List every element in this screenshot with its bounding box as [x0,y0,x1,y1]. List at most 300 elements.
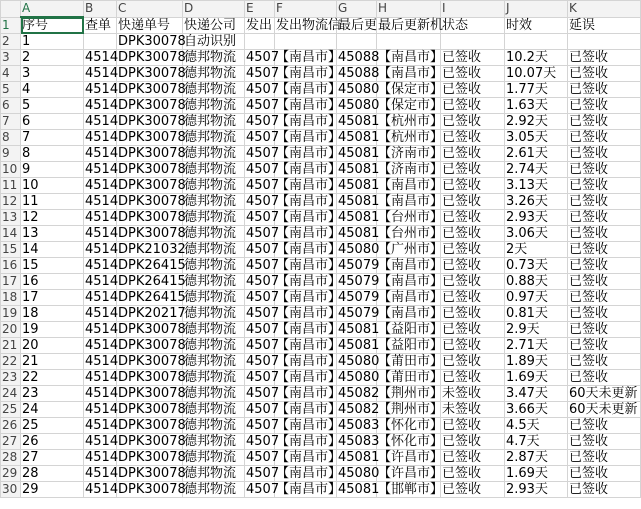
cell-f20[interactable]: 【南昌市】 [276,322,342,337]
cell-f13[interactable]: 【南昌市】 [276,210,342,225]
row-header[interactable]: 28 [1,450,21,466]
row-header[interactable]: 3 [1,50,21,66]
cell-d13[interactable]: 德邦物流 [183,210,245,226]
cell-c18[interactable]: DPK26415 [118,290,186,305]
cell-e12[interactable]: 4507 [246,194,280,209]
cell-i9[interactable]: 已签收 [441,146,505,162]
cell-f3[interactable]: 【南昌市】 [276,50,342,65]
cell-h9[interactable]: 【济南市】 [378,146,444,161]
cell-d6[interactable]: 德邦物流 [183,98,245,114]
cell-d27[interactable]: 德邦物流 [183,434,245,450]
cell-d4[interactable]: 德邦物流 [183,66,245,82]
cell-f16[interactable]: 【南昌市】 [276,258,342,273]
cell-i15[interactable]: 已签收 [441,242,505,258]
cell-e22[interactable]: 4507 [246,354,280,369]
cell-b22[interactable]: 4514 [85,354,119,369]
cell-j10[interactable]: 2.74天 [505,162,568,178]
column-header-e[interactable]: E [245,1,275,18]
cell-f26[interactable]: 【南昌市】 [276,418,342,433]
cell-h13[interactable]: 【台州市】 [378,210,444,225]
cell-d7[interactable]: 德邦物流 [183,114,245,130]
cell-j4[interactable]: 10.07天 [505,66,568,82]
cell-d2[interactable]: 自动识别 [183,34,245,50]
cell-e9[interactable]: 4507 [246,146,280,161]
cell-d11[interactable]: 德邦物流 [183,178,245,194]
cell-f22[interactable]: 【南昌市】 [276,354,342,369]
cell-a19[interactable]: 18 [21,306,84,322]
cell-c26[interactable]: DPK30078 [118,418,186,433]
row-header[interactable]: 14 [1,226,21,242]
cell-f7[interactable]: 【南昌市】 [276,114,342,129]
cell-a18[interactable]: 17 [21,290,84,306]
cell-j11[interactable]: 3.13天 [505,178,568,194]
cell-a21[interactable]: 20 [21,338,84,354]
cell-h19[interactable]: 【南昌市】 [378,306,444,321]
cell-c8[interactable]: DPK30078 [118,130,186,145]
cell-i7[interactable]: 已签收 [441,114,505,130]
cell-k17[interactable]: 已签收 [568,274,641,290]
cell-k5[interactable]: 已签收 [568,82,641,98]
row-header[interactable]: 29 [1,466,21,482]
cell-i1[interactable]: 状态 [441,17,505,34]
cell-b11[interactable]: 4514 [85,178,119,193]
cell-a6[interactable]: 5 [21,98,84,114]
cell-i5[interactable]: 已签收 [441,82,505,98]
cell-i22[interactable]: 已签收 [441,354,505,370]
cell-e2[interactable] [245,34,275,50]
cell-a15[interactable]: 14 [21,242,84,258]
cell-d17[interactable]: 德邦物流 [183,274,245,290]
column-header-k[interactable]: K [568,1,641,18]
cell-k7[interactable]: 已签收 [568,114,641,130]
cell-j23[interactable]: 1.69天 [505,370,568,386]
cell-b7[interactable]: 4514 [85,114,119,129]
cell-h24[interactable]: 【荆州市】 [378,386,444,401]
cell-j26[interactable]: 4.5天 [505,418,568,434]
cell-b27[interactable]: 4514 [85,434,119,449]
cell-d30[interactable]: 德邦物流 [183,482,245,498]
cell-g27[interactable]: 45083 [338,434,380,449]
cell-e27[interactable]: 4507 [246,434,280,449]
cell-c4[interactable]: DPK30078 [118,66,186,81]
cell-h2[interactable] [377,34,441,50]
cell-k8[interactable]: 已签收 [568,130,641,146]
column-header-h[interactable]: H [377,1,441,18]
cell-k9[interactable]: 已签收 [568,146,641,162]
cell-h7[interactable]: 【杭州市】 [378,114,444,129]
cell-h5[interactable]: 【保定市】 [378,82,444,97]
cell-j14[interactable]: 3.06天 [505,226,568,242]
cell-e25[interactable]: 4507 [246,402,280,417]
cell-f25[interactable]: 【南昌市】 [276,402,342,417]
cell-c2[interactable]: DPK30078 [118,34,186,49]
cell-c12[interactable]: DPK30078 [118,194,186,209]
row-header[interactable]: 27 [1,434,21,450]
cell-b20[interactable]: 4514 [85,322,119,337]
row-header[interactable]: 17 [1,274,21,290]
cell-c15[interactable]: DPK21032 [118,242,186,257]
row-header[interactable]: 9 [1,146,21,162]
cell-h15[interactable]: 【广州市】 [378,242,444,257]
cell-g21[interactable]: 45081 [338,338,380,353]
row-header[interactable]: 11 [1,178,21,194]
cell-j22[interactable]: 1.89天 [505,354,568,370]
cell-i18[interactable]: 已签收 [441,290,505,306]
cell-k25[interactable]: 60天未更新 [568,402,641,418]
column-header-j[interactable]: J [505,1,568,18]
cell-k1[interactable]: 延误 [568,17,641,34]
cell-j1[interactable]: 时效 [505,17,568,34]
row-header[interactable]: 15 [1,242,21,258]
cell-c11[interactable]: DPK30078 [118,178,186,193]
cell-a7[interactable]: 6 [21,114,84,130]
cell-f9[interactable]: 【南昌市】 [276,146,342,161]
cell-b19[interactable]: 4514 [85,306,119,321]
cell-h18[interactable]: 【南昌市】 [378,290,444,305]
column-header-f[interactable]: F [275,1,337,18]
cell-c30[interactable]: DPK30078 [118,482,186,497]
cell-g23[interactable]: 45080 [338,370,380,385]
row-header[interactable]: 13 [1,210,21,226]
cell-e3[interactable]: 4507 [246,50,280,65]
cell-a26[interactable]: 25 [21,418,84,434]
cell-h1[interactable]: 最后更新机 [378,17,444,33]
cell-f6[interactable]: 【南昌市】 [276,98,342,113]
row-header[interactable]: 19 [1,306,21,322]
cell-b16[interactable]: 4514 [85,258,119,273]
cell-k22[interactable]: 已签收 [568,354,641,370]
cell-h12[interactable]: 【南昌市】 [378,194,444,209]
cell-g5[interactable]: 45080 [338,82,380,97]
cell-c27[interactable]: DPK30078 [118,434,186,449]
cell-d26[interactable]: 德邦物流 [183,418,245,434]
cell-k3[interactable]: 已签收 [568,50,641,66]
cell-c20[interactable]: DPK30078 [118,322,186,337]
cell-e10[interactable]: 4507 [246,162,280,177]
cell-e23[interactable]: 4507 [246,370,280,385]
cell-g24[interactable]: 45082 [338,386,380,401]
cell-c9[interactable]: DPK30078 [118,146,186,161]
cell-a22[interactable]: 21 [21,354,84,370]
cell-j25[interactable]: 3.66天 [505,402,568,418]
row-header[interactable]: 25 [1,402,21,418]
cell-g3[interactable]: 45088 [338,50,380,65]
cell-d18[interactable]: 德邦物流 [183,290,245,306]
cell-e19[interactable]: 4507 [246,306,280,321]
cell-k2[interactable] [568,34,641,50]
row-header[interactable]: 16 [1,258,21,274]
cell-k4[interactable]: 已签收 [568,66,641,82]
column-header-i[interactable]: I [441,1,505,18]
cell-f19[interactable]: 【南昌市】 [276,306,342,321]
cell-k13[interactable]: 已签收 [568,210,641,226]
cell-d23[interactable]: 德邦物流 [183,370,245,386]
cell-i19[interactable]: 已签收 [441,306,505,322]
cell-g19[interactable]: 45079 [338,306,380,321]
cell-h14[interactable]: 【台州市】 [378,226,444,241]
cell-j28[interactable]: 2.87天 [505,450,568,466]
column-header-b[interactable]: B [84,1,117,18]
cell-g7[interactable]: 45081 [338,114,380,129]
cell-h29[interactable]: 【许昌市】 [378,466,444,481]
cell-j9[interactable]: 2.61天 [505,146,568,162]
cell-d16[interactable]: 德邦物流 [183,258,245,274]
cell-f29[interactable]: 【南昌市】 [276,466,342,481]
row-header[interactable]: 7 [1,114,21,130]
cell-b24[interactable]: 4514 [85,386,119,401]
row-header[interactable]: 23 [1,370,21,386]
cell-j19[interactable]: 0.81天 [505,306,568,322]
cell-b14[interactable]: 4514 [85,226,119,241]
cell-i13[interactable]: 已签收 [441,210,505,226]
cell-k26[interactable]: 已签收 [568,418,641,434]
cell-i16[interactable]: 已签收 [441,258,505,274]
cell-k21[interactable]: 已签收 [568,338,641,354]
cell-k12[interactable]: 已签收 [568,194,641,210]
cell-a4[interactable]: 3 [21,66,84,82]
row-header[interactable]: 12 [1,194,21,210]
cell-j27[interactable]: 4.7天 [505,434,568,450]
cell-a13[interactable]: 12 [21,210,84,226]
cell-b4[interactable]: 4514 [85,66,119,81]
cell-i23[interactable]: 已签收 [441,370,505,386]
row-header[interactable]: 6 [1,98,21,114]
cell-i6[interactable]: 已签收 [441,98,505,114]
cell-b9[interactable]: 4514 [85,146,119,161]
cell-h26[interactable]: 【怀化市】 [378,418,444,433]
cell-f8[interactable]: 【南昌市】 [276,130,342,145]
cell-g9[interactable]: 45081 [338,146,380,161]
cell-g20[interactable]: 45081 [338,322,380,337]
cell-b13[interactable]: 4514 [85,210,119,225]
cell-h3[interactable]: 【南昌市】 [378,50,444,65]
cell-d20[interactable]: 德邦物流 [183,322,245,338]
cell-e18[interactable]: 4507 [246,290,280,305]
cell-d9[interactable]: 德邦物流 [183,146,245,162]
cell-b17[interactable]: 4514 [85,274,119,289]
cell-e4[interactable]: 4507 [246,66,280,81]
cell-d15[interactable]: 德邦物流 [183,242,245,258]
cell-f2[interactable] [275,34,337,50]
cell-j15[interactable]: 2天 [505,242,568,258]
cell-g1[interactable]: 最后更 [338,17,378,33]
cell-a1[interactable]: 序号 [21,17,84,34]
cell-g14[interactable]: 45081 [338,226,380,241]
cell-k10[interactable]: 已签收 [568,162,641,178]
cell-j7[interactable]: 2.92天 [505,114,568,130]
cell-e5[interactable]: 4507 [246,82,280,97]
cell-f23[interactable]: 【南昌市】 [276,370,342,385]
cell-c14[interactable]: DPK30078 [118,226,186,241]
cell-c22[interactable]: DPK30078 [118,354,186,369]
cell-a8[interactable]: 7 [21,130,84,146]
cell-d21[interactable]: 德邦物流 [183,338,245,354]
cell-d5[interactable]: 德邦物流 [183,82,245,98]
row-header[interactable]: 10 [1,162,21,178]
cell-c25[interactable]: DPK30078 [118,402,186,417]
cell-j21[interactable]: 2.71天 [505,338,568,354]
cell-c5[interactable]: DPK30078 [118,82,186,97]
cell-j13[interactable]: 2.93天 [505,210,568,226]
cell-a2[interactable]: 1 [21,34,84,50]
cell-b30[interactable]: 4514 [85,482,119,497]
cell-f5[interactable]: 【南昌市】 [276,82,342,97]
cell-a9[interactable]: 8 [21,146,84,162]
cell-a27[interactable]: 26 [21,434,84,450]
cell-j17[interactable]: 0.88天 [505,274,568,290]
cell-b1[interactable]: 查单 [84,17,117,34]
cell-j18[interactable]: 0.97天 [505,290,568,306]
cell-e21[interactable]: 4507 [246,338,280,353]
row-header[interactable]: 2 [1,34,21,50]
cell-d14[interactable]: 德邦物流 [183,226,245,242]
cell-b29[interactable]: 4514 [85,466,119,481]
row-header[interactable]: 4 [1,66,21,82]
cell-k6[interactable]: 已签收 [568,98,641,114]
cell-k29[interactable]: 已签收 [568,466,641,482]
cell-c29[interactable]: DPK30078 [118,466,186,481]
cell-f1[interactable]: 发出物流信 [276,17,342,33]
row-header[interactable]: 26 [1,418,21,434]
cell-h30[interactable]: 【邯郸市】 [378,482,444,497]
cell-a29[interactable]: 28 [21,466,84,482]
cell-f28[interactable]: 【南昌市】 [276,450,342,465]
cell-b8[interactable]: 4514 [85,130,119,145]
cell-j16[interactable]: 0.73天 [505,258,568,274]
column-header-g[interactable]: G [337,1,377,18]
column-header-c[interactable]: C [117,1,183,18]
row-header[interactable]: 8 [1,130,21,146]
cell-i8[interactable]: 已签收 [441,130,505,146]
cell-e7[interactable]: 4507 [246,114,280,129]
cell-c28[interactable]: DPK30078 [118,450,186,465]
column-header-a[interactable]: A [21,1,84,18]
cell-g17[interactable]: 45079 [338,274,380,289]
cell-a17[interactable]: 16 [21,274,84,290]
cell-d8[interactable]: 德邦物流 [183,130,245,146]
cell-c17[interactable]: DPK26415 [118,274,186,289]
cell-j3[interactable]: 10.2天 [505,50,568,66]
cell-i17[interactable]: 已签收 [441,274,505,290]
cell-a20[interactable]: 19 [21,322,84,338]
cell-f15[interactable]: 【南昌市】 [276,242,342,257]
row-header[interactable]: 18 [1,290,21,306]
cell-g10[interactable]: 45081 [338,162,380,177]
cell-e13[interactable]: 4507 [246,210,280,225]
cell-g13[interactable]: 45081 [338,210,380,225]
cell-h22[interactable]: 【莆田市】 [378,354,444,369]
cell-d24[interactable]: 德邦物流 [183,386,245,402]
cell-j8[interactable]: 3.05天 [505,130,568,146]
cell-g6[interactable]: 45080 [338,98,380,113]
cell-a10[interactable]: 9 [21,162,84,178]
cell-c21[interactable]: DPK30078 [118,338,186,353]
cell-k15[interactable]: 已签收 [568,242,641,258]
cell-f12[interactable]: 【南昌市】 [276,194,342,209]
cell-k18[interactable]: 已签收 [568,290,641,306]
cell-i4[interactable]: 已签收 [441,66,505,82]
row-header[interactable]: 20 [1,322,21,338]
cell-i20[interactable]: 已签收 [441,322,505,338]
cell-f4[interactable]: 【南昌市】 [276,66,342,81]
cell-i29[interactable]: 已签收 [441,466,505,482]
cell-k30[interactable]: 已签收 [568,482,641,498]
cell-k19[interactable]: 已签收 [568,306,641,322]
cell-k28[interactable]: 已签收 [568,450,641,466]
cell-h4[interactable]: 【南昌市】 [378,66,444,81]
cell-e16[interactable]: 4507 [246,258,280,273]
cell-k20[interactable]: 已签收 [568,322,641,338]
row-header[interactable]: 30 [1,482,21,498]
cell-b26[interactable]: 4514 [85,418,119,433]
cell-i14[interactable]: 已签收 [441,226,505,242]
cell-h10[interactable]: 【济南市】 [378,162,444,177]
cell-f24[interactable]: 【南昌市】 [276,386,342,401]
cell-h6[interactable]: 【保定市】 [378,98,444,113]
row-header[interactable]: 24 [1,386,21,402]
cell-i12[interactable]: 已签收 [441,194,505,210]
cell-e24[interactable]: 4507 [246,386,280,401]
cell-f27[interactable]: 【南昌市】 [276,434,342,449]
cell-g11[interactable]: 45081 [338,178,380,193]
cell-c13[interactable]: DPK30078 [118,210,186,225]
cell-i10[interactable]: 已签收 [441,162,505,178]
cell-g4[interactable]: 45088 [338,66,380,81]
cell-e30[interactable]: 4507 [246,482,280,497]
cell-h28[interactable]: 【许昌市】 [378,450,444,465]
cell-e6[interactable]: 4507 [246,98,280,113]
cell-f11[interactable]: 【南昌市】 [276,178,342,193]
cell-i30[interactable]: 已签收 [441,482,505,498]
cell-b23[interactable]: 4514 [85,370,119,385]
cell-j5[interactable]: 1.77天 [505,82,568,98]
cell-g15[interactable]: 45080 [338,242,380,257]
cell-h27[interactable]: 【怀化市】 [378,434,444,449]
column-header-d[interactable]: D [183,1,245,18]
cell-g28[interactable]: 45081 [338,450,380,465]
cell-f17[interactable]: 【南昌市】 [276,274,342,289]
cell-a23[interactable]: 22 [21,370,84,386]
cell-e15[interactable]: 4507 [246,242,280,257]
cell-i24[interactable]: 未签收 [441,386,505,402]
cell-i27[interactable]: 已签收 [441,434,505,450]
cell-d25[interactable]: 德邦物流 [183,402,245,418]
cell-f10[interactable]: 【南昌市】 [276,162,342,177]
cell-g18[interactable]: 45079 [338,290,380,305]
cell-k27[interactable]: 已签收 [568,434,641,450]
cell-j2[interactable] [505,34,568,50]
cell-b25[interactable]: 4514 [85,402,119,417]
cell-d12[interactable]: 德邦物流 [183,194,245,210]
cell-a24[interactable]: 23 [21,386,84,402]
cell-d28[interactable]: 德邦物流 [183,450,245,466]
cell-a12[interactable]: 11 [21,194,84,210]
cell-f18[interactable]: 【南昌市】 [276,290,342,305]
cell-h25[interactable]: 【荆州市】 [378,402,444,417]
cell-a14[interactable]: 13 [21,226,84,242]
cell-h20[interactable]: 【益阳市】 [378,322,444,337]
cell-e17[interactable]: 4507 [246,274,280,289]
cell-e20[interactable]: 4507 [246,322,280,337]
cell-i3[interactable]: 已签收 [441,50,505,66]
cell-j29[interactable]: 1.69天 [505,466,568,482]
cell-b28[interactable]: 4514 [85,450,119,465]
cell-i25[interactable]: 未签收 [441,402,505,418]
cell-b10[interactable]: 4514 [85,162,119,177]
cell-h17[interactable]: 【南昌市】 [378,274,444,289]
cell-e1[interactable]: 发出 [245,17,275,34]
cell-d22[interactable]: 德邦物流 [183,354,245,370]
